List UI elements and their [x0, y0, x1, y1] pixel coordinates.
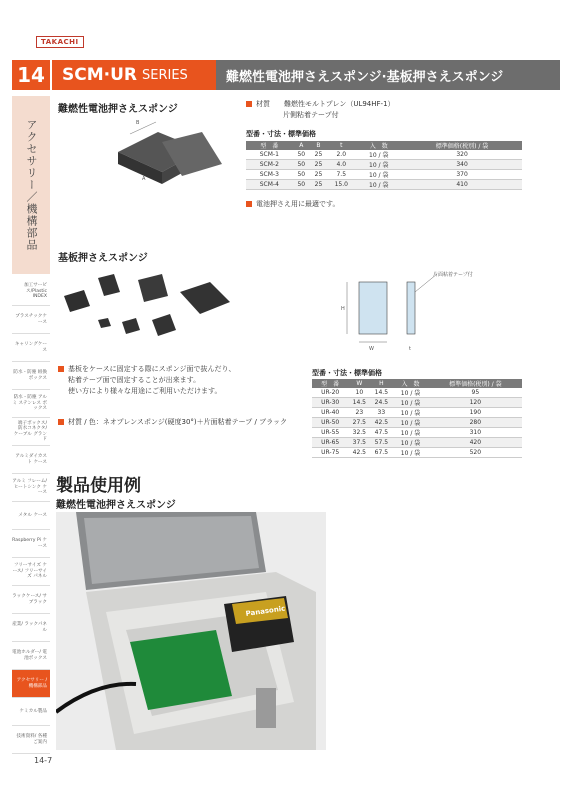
sidenav-item[interactable]: アルミ フレーム/ ヒートシンク ケース	[12, 474, 50, 502]
table-cell: 14.5	[370, 388, 392, 398]
table-cell: SCM-1	[246, 150, 293, 160]
table-cell: 50	[293, 170, 310, 180]
side-tab: アクセサリー／機構部品	[12, 96, 50, 274]
table-row	[312, 408, 522, 418]
title-bar	[52, 60, 560, 90]
table-cell: 25	[310, 160, 327, 170]
table-cell: 25	[310, 180, 327, 190]
series-sub: SERIES	[142, 67, 188, 83]
table-cell: 370	[402, 170, 522, 180]
table-cell: 10 / 袋	[392, 388, 428, 398]
example-heading: 製品使用例	[56, 476, 141, 496]
table-cell: 10 / 袋	[392, 438, 428, 448]
series-main: SCM·UR	[62, 65, 137, 85]
table-cell: 23	[348, 408, 370, 418]
table-cell: 50	[293, 160, 310, 170]
bullet-square-icon	[246, 101, 252, 107]
ur-sponge-illustration	[60, 272, 250, 342]
ur-heading: 基板押さえスポンジ	[58, 253, 148, 264]
ur-description	[58, 364, 235, 397]
dim-label-t: t	[409, 346, 411, 352]
table-cell: 57.5	[370, 438, 392, 448]
table-cell: 33	[370, 408, 392, 418]
table-cell: 37.5	[348, 438, 370, 448]
table-cell: 10 / 袋	[355, 170, 402, 180]
table-cell: 10 / 袋	[392, 428, 428, 438]
material-label: 材質	[256, 100, 270, 108]
table-cell: 25	[310, 170, 327, 180]
ur-table	[312, 379, 522, 458]
table-cell: 320	[402, 150, 522, 160]
brand-logo: TAKACHI	[36, 36, 84, 48]
scm-material-2: 片側粘着テープ付	[283, 111, 339, 119]
table-cell: SCM-2	[246, 160, 293, 170]
table-cell: 4.0	[327, 160, 355, 170]
table-cell: 340	[402, 160, 522, 170]
material-value: 難燃性モルトプレン（UL94HF-1）	[284, 100, 395, 108]
table-cell: 10 / 袋	[392, 448, 428, 458]
table-row	[312, 428, 522, 438]
table-cell: UR-65	[312, 438, 348, 448]
table-cell: 410	[402, 180, 522, 190]
sidenav-item[interactable]: アクセサリー /機構部品	[12, 670, 50, 698]
sidenav-item[interactable]: キャリングケース	[12, 334, 50, 362]
table-row	[312, 418, 522, 428]
table-header: B	[310, 141, 327, 150]
table-row	[312, 438, 522, 448]
chapter-number: 14	[12, 60, 50, 90]
table-cell: 27.5	[348, 418, 370, 428]
note-text: 電池押さえ用に最適です。	[256, 200, 340, 208]
ur-material	[58, 417, 287, 428]
table-cell: UR-75	[312, 448, 348, 458]
table-cell: 280	[429, 418, 522, 428]
table-cell: UR-55	[312, 428, 348, 438]
table-cell: UR-20	[312, 388, 348, 398]
dim-label-a: B	[136, 120, 140, 126]
table-cell: 42.5	[370, 418, 392, 428]
table-cell: 420	[429, 438, 522, 448]
table-cell: 310	[429, 428, 522, 438]
table-row	[246, 170, 522, 180]
table-cell: 7.5	[327, 170, 355, 180]
dim-label-b: A	[142, 176, 146, 182]
table-cell: 10	[348, 388, 370, 398]
table-row	[246, 180, 522, 190]
table-cell: 67.5	[370, 448, 392, 458]
sidenav-item[interactable]: 防水・防塵 アルミ ステンレス ボックス	[12, 390, 50, 418]
table-row	[312, 448, 522, 458]
table-cell: 10 / 袋	[392, 418, 428, 428]
table-cell: 190	[429, 408, 522, 418]
desc-line-2: 粘着テープ面で固定することが出来ます。	[68, 376, 201, 384]
table-cell: SCM-4	[246, 180, 293, 190]
page-title: 難燃性電池押さえスポンジ·基板押さえスポンジ	[216, 60, 560, 90]
series-name	[52, 60, 216, 90]
table-cell: 47.5	[370, 428, 392, 438]
table-cell: 32.5	[348, 428, 370, 438]
table-cell: 15.0	[327, 180, 355, 190]
table-cell: 25	[310, 150, 327, 160]
scm-note	[246, 199, 339, 210]
table-header: 標準価格(税別) / 袋	[429, 379, 522, 388]
sidenav-item[interactable]: 技術資料/ 各種ご案内	[12, 726, 50, 754]
scm-table-caption: 型番・寸法・標準価格	[246, 130, 316, 138]
sidenav-item[interactable]: 防水・防塵 組換ボックス	[12, 362, 50, 390]
table-cell: 42.5	[348, 448, 370, 458]
dim-label-w: W	[369, 346, 374, 352]
table-cell: 520	[429, 448, 522, 458]
ur-table-caption: 型番・寸法・標準価格	[312, 369, 382, 377]
sidenav-item[interactable]: Raspberry Pi ケース	[12, 530, 50, 558]
desc-text-1: 基板をケースに固定する際にスポンジ面で抜んだり、	[68, 365, 236, 373]
table-cell: 10 / 袋	[355, 150, 402, 160]
table-header: t	[327, 141, 355, 150]
bullet-square-icon	[58, 366, 64, 372]
sidenav-item[interactable]: ラックケース/ サブラック	[12, 586, 50, 614]
bullet-square-icon	[246, 201, 252, 207]
sidenav-item[interactable]: 端子ボックス/ 防水コネクタ/ ケーブル グランド	[12, 418, 50, 446]
sidenav-item[interactable]: アルミダイカスト ケース	[12, 446, 50, 474]
table-cell: 120	[429, 398, 522, 408]
scm-material	[246, 99, 395, 110]
table-cell: 10 / 袋	[392, 398, 428, 408]
table-cell: SCM-3	[246, 170, 293, 180]
example-photo	[56, 512, 326, 750]
table-cell: 95	[429, 388, 522, 398]
table-cell: 14.5	[348, 398, 370, 408]
table-row	[246, 160, 522, 170]
table-row	[312, 398, 522, 408]
table-row	[246, 150, 522, 160]
table-cell: UR-50	[312, 418, 348, 428]
ur-dimension-drawing	[325, 270, 490, 358]
table-header: 入 数	[355, 141, 402, 150]
scm-table	[246, 141, 522, 190]
table-header: 入 数	[392, 379, 428, 388]
table-cell: 10 / 袋	[355, 180, 402, 190]
dim-label-h: H	[341, 306, 345, 312]
table-cell: UR-30	[312, 398, 348, 408]
sidenav-item[interactable]: 産業/ ラックパネル	[12, 614, 50, 642]
table-cell: 2.0	[327, 150, 355, 160]
desc-line-1	[58, 364, 235, 375]
sidenav-item[interactable]: 加工サービス/Plastic INDEX	[12, 278, 50, 306]
table-header: 標準価格(税別) / 袋	[402, 141, 522, 150]
table-header: A	[293, 141, 310, 150]
battery-label: Panasonic	[245, 604, 286, 618]
tape-label: 片面粘着テープ付	[433, 272, 473, 278]
side-nav	[12, 278, 50, 754]
sidenav-item[interactable]: フリーサイズ ケース/ フリーサイズ パネル	[12, 558, 50, 586]
table-cell: 10 / 袋	[355, 160, 402, 170]
desc-line-3: 使い方により様々な用途にご利用いただけます。	[68, 387, 222, 395]
table-cell: UR-40	[312, 408, 348, 418]
sidenav-item[interactable]: メタル ケース	[12, 502, 50, 530]
table-cell: 50	[293, 150, 310, 160]
example-subheading: 難燃性電池押さえスポンジ	[56, 500, 176, 511]
table-cell: 10 / 袋	[392, 408, 428, 418]
material-text: 材質 / 色：ネオプレンスポンジ(硬度30°)＋片面粘着テープ / ブラック	[68, 418, 287, 426]
sidenav-item[interactable]: 電池ホルダー/ 電池ボックス	[12, 642, 50, 670]
sidenav-item[interactable]: ケミカル製品	[12, 698, 50, 726]
table-header: H	[370, 379, 392, 388]
bullet-square-icon	[58, 419, 64, 425]
page-number: 14-7	[34, 756, 53, 765]
table-header: W	[348, 379, 370, 388]
table-row	[312, 388, 522, 398]
table-header: 型 番	[312, 379, 348, 388]
scm-sponge-illustration	[110, 112, 230, 202]
scm-heading: 難燃性電池押さえスポンジ	[58, 104, 178, 115]
table-cell: 24.5	[370, 398, 392, 408]
table-cell: 50	[293, 180, 310, 190]
table-header: 型 番	[246, 141, 293, 150]
sidenav-item[interactable]: プラスチックケース	[12, 306, 50, 334]
